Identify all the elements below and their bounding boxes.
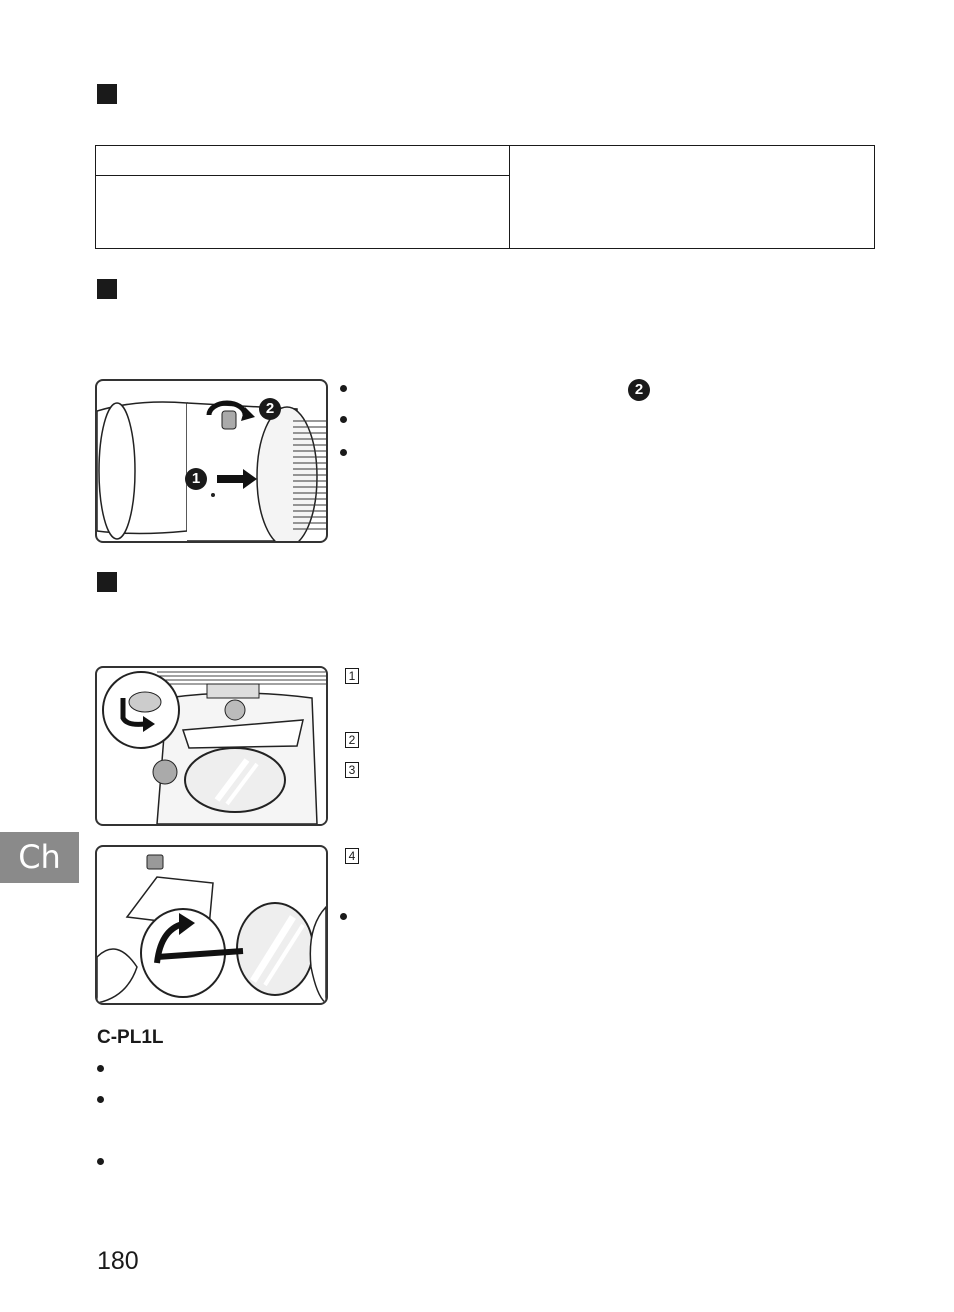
figure-hood-attach [95,379,328,543]
section-heading: C-PL1L [97,1027,164,1048]
bullet-marker [97,1158,104,1165]
callout-1: 1 [185,468,207,490]
spec-table [95,145,875,249]
bullet-marker [340,913,347,920]
figure-filter-replace [95,845,328,1005]
bullet-marker [340,385,347,392]
section-marker-1 [97,84,117,104]
bullet-marker [340,416,347,423]
table-column-divider [509,146,510,248]
section-marker-3 [97,572,117,592]
step-label-4: 4 [345,848,359,864]
chapter-tab: Ch [0,832,79,883]
table-row-divider [96,175,509,176]
section-marker-2 [97,279,117,299]
inline-callout-2: 2 [628,379,650,401]
callout-2: 2 [259,398,281,420]
figure-filter-holder-remove [95,666,328,826]
bullet-marker [97,1096,104,1103]
bullet-marker [97,1065,104,1072]
page-number: 180 [97,1247,139,1275]
step-label-2: 2 [345,732,359,748]
step-label-3: 3 [345,762,359,778]
step-label-1: 1 [345,668,359,684]
bullet-marker [340,449,347,456]
